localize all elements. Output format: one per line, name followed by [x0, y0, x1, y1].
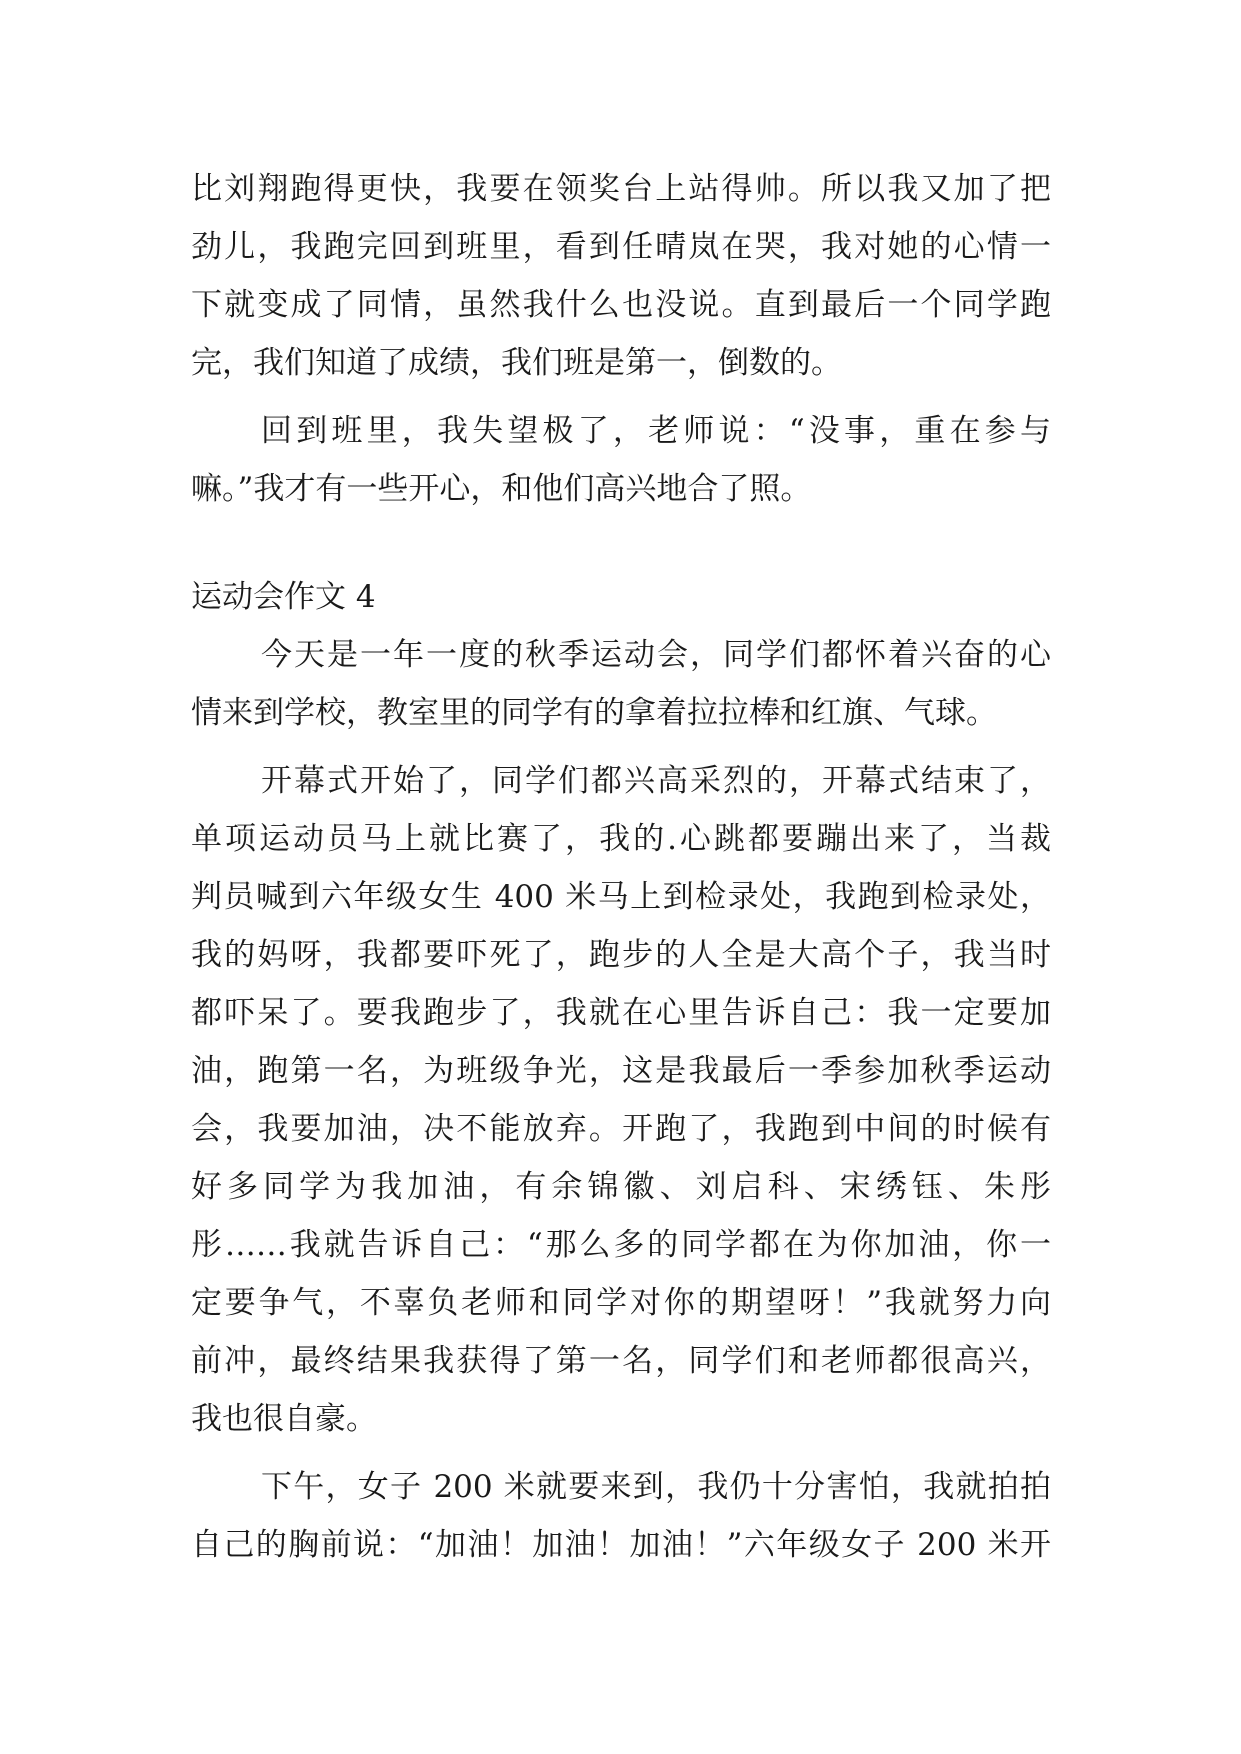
paragraph-line: 自己的胸前说：“加油！加油！加油！”六年级女子 200 米开 [191, 1527, 1051, 1563]
paragraph-line: 比刘翔跑得更快，我要在领奖台上站得帅。所以我又加了把 [191, 171, 1051, 207]
paragraph-line: 前冲，最终结果我获得了第一名，同学们和老师都很高兴， [191, 1343, 1051, 1379]
paragraph-line: 今天是一年一度的秋季运动会，同学们都怀着兴奋的心 [261, 637, 1051, 673]
paragraph-line: 判员喊到六年级女生 400 米马上到检录处，我跑到检录处， [191, 879, 1051, 915]
paragraph-line: 油，跑第一名，为班级争光，这是我最后一季参加秋季运动 [191, 1053, 1051, 1089]
paragraph-line: 开幕式开始了，同学们都兴高采烈的，开幕式结束了， [261, 763, 1051, 799]
paragraph-line: 我也很自豪。 [191, 1401, 377, 1437]
paragraph-line: 完，我们知道了成绩，我们班是第一，倒数的。 [191, 345, 842, 381]
paragraph-line: 情来到学校，教室里的同学有的拿着拉拉棒和红旗、气球。 [191, 695, 997, 731]
paragraph-line: 下午，女子 200 米就要来到，我仍十分害怕，我就拍拍 [261, 1469, 1051, 1505]
paragraph-line: 彤……我就告诉自己：“那么多的同学都在为你加油，你一 [191, 1227, 1051, 1263]
paragraph-line: 会，我要加油，决不能放弃。开跑了，我跑到中间的时候有 [191, 1111, 1051, 1147]
paragraph-line: 劲儿，我跑完回到班里，看到任晴岚在哭，我对她的心情一 [191, 229, 1051, 265]
section-title: 运动会作文 4 [191, 579, 376, 615]
paragraph-line: 都吓呆了。要我跑步了，我就在心里告诉自己：我一定要加 [191, 995, 1051, 1031]
paragraph-line: 回到班里，我失望极了，老师说：“没事，重在参与 [261, 413, 1051, 449]
paragraph-line: 定要争气，不辜负老师和同学对你的期望呀！”我就努力向 [191, 1285, 1051, 1321]
paragraph-line: 下就变成了同情，虽然我什么也没说。直到最后一个同学跑 [191, 287, 1051, 323]
paragraph-line: 嘛。”我才有一些开心，和他们高兴地合了照。 [191, 471, 812, 507]
paragraph-line: 好多同学为我加油，有余锦徽、刘启科、宋绣钰、朱彤 [191, 1169, 1051, 1205]
paragraph-line: 我的妈呀，我都要吓死了，跑步的人全是大高个子，我当时 [191, 937, 1051, 973]
paragraph-line: 单项运动员马上就比赛了，我的.心跳都要蹦出来了，当裁 [191, 821, 1051, 857]
